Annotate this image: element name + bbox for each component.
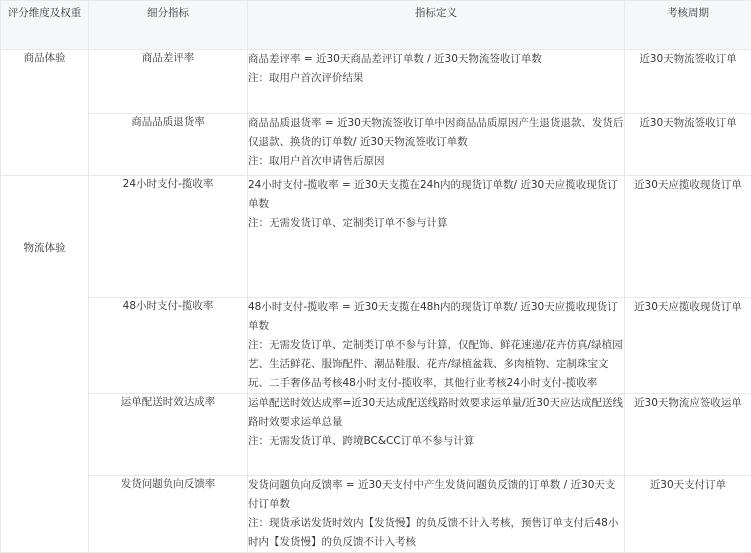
period-cell: 近30天应揽收现货订单 [625, 176, 751, 298]
definition-note: 注：取用户首次评价结果 [248, 69, 624, 88]
definition-note: 注：无需发货订单、定制类订单不参与计算，仅配饰、鲜花速递/花卉仿真/绿植园艺、生活鲜花、服饰配件、潮品鞋服、花卉/绿植盆栽、多肉植物、定制珠宝文玩、二手奢侈品考核48小时支付-揽收率，其他行业考核24小时支付-揽收率 [248, 336, 624, 393]
definition-formula: 商品品质退货率 = 近30天物流签收订单中因商品品质原因产生退货退款、发货后仅退款、换货的订单数/ 近30天物流签收订单数 [248, 114, 624, 152]
indicator-cell: 商品品质退货率 [89, 114, 248, 176]
definition-formula: 发货问题负向反馈率 = 近30天支付中产生发货问题负反馈的订单数 / 近30天支付订单数 [248, 476, 624, 514]
definition-cell [248, 298, 625, 394]
definition-formula: 商品差评率 = 近30天商品差评订单数 / 近30天物流签收订单数 [248, 50, 624, 69]
header-period: 考核周期 [625, 1, 751, 50]
table-row [1, 114, 751, 176]
definition-formula: 运单配送时效达成率=近30天达成配送线路时效要求运单量/近30天应达成配送线路时效要求运单总量 [248, 394, 624, 432]
definition-note: 注：无需发货订单、定制类订单不参与计算 [248, 214, 624, 233]
indicator-cell: 运单配送时效达成率 [89, 394, 248, 476]
period-cell: 近30天支付订单 [625, 476, 751, 553]
header-definition: 指标定义 [248, 1, 625, 50]
definition-cell [248, 176, 625, 298]
table-row [1, 476, 751, 553]
definition-note: 注：取用户首次申请售后原因 [248, 152, 624, 171]
indicator-cell: 发货问题负向反馈率 [89, 476, 248, 553]
header-indicator: 细分指标 [89, 1, 248, 50]
indicator-cell: 24小时支付-揽收率 [89, 176, 248, 298]
header-row [1, 1, 751, 50]
definition-cell [248, 114, 625, 176]
indicator-cell: 商品差评率 [89, 50, 248, 114]
definition-cell [248, 50, 625, 114]
definition-note: 注：无需发货订单、跨境BC&CC订单不参与计算 [248, 432, 624, 451]
definition-formula: 48小时支付-揽收率 = 近30天支揽在48h内的现货订单数/ 近30天应揽收现货订单数 [248, 298, 624, 336]
table-row [1, 394, 751, 476]
period-cell: 近30天物流签收订单 [625, 114, 751, 176]
indicator-cell: 48小时支付-揽收率 [89, 298, 248, 394]
dimension-cell: 商品体验 [1, 50, 89, 176]
period-cell: 近30天物流签收订单 [625, 50, 751, 114]
definition-cell [248, 394, 625, 476]
definition-formula: 24小时支付-揽收率 = 近30天支揽在24h内的现货订单数/ 近30天应揽收现货订单数 [248, 176, 624, 214]
table-row [1, 298, 751, 394]
table-row [1, 176, 751, 298]
dimension-cell: 物流体验 [1, 176, 89, 553]
period-cell: 近30天应揽收现货订单 [625, 298, 751, 394]
table-row [1, 50, 751, 114]
period-cell: 近30天物流应签收运单 [625, 394, 751, 476]
definition-cell [248, 476, 625, 553]
header-dimension: 评分维度及权重 [1, 1, 89, 50]
definition-note: 注：现货承诺发货时效内【发货慢】的负反馈不计入考核，预售订单支付后48小时内【发货慢】的负反馈不计入考核 [248, 514, 624, 552]
